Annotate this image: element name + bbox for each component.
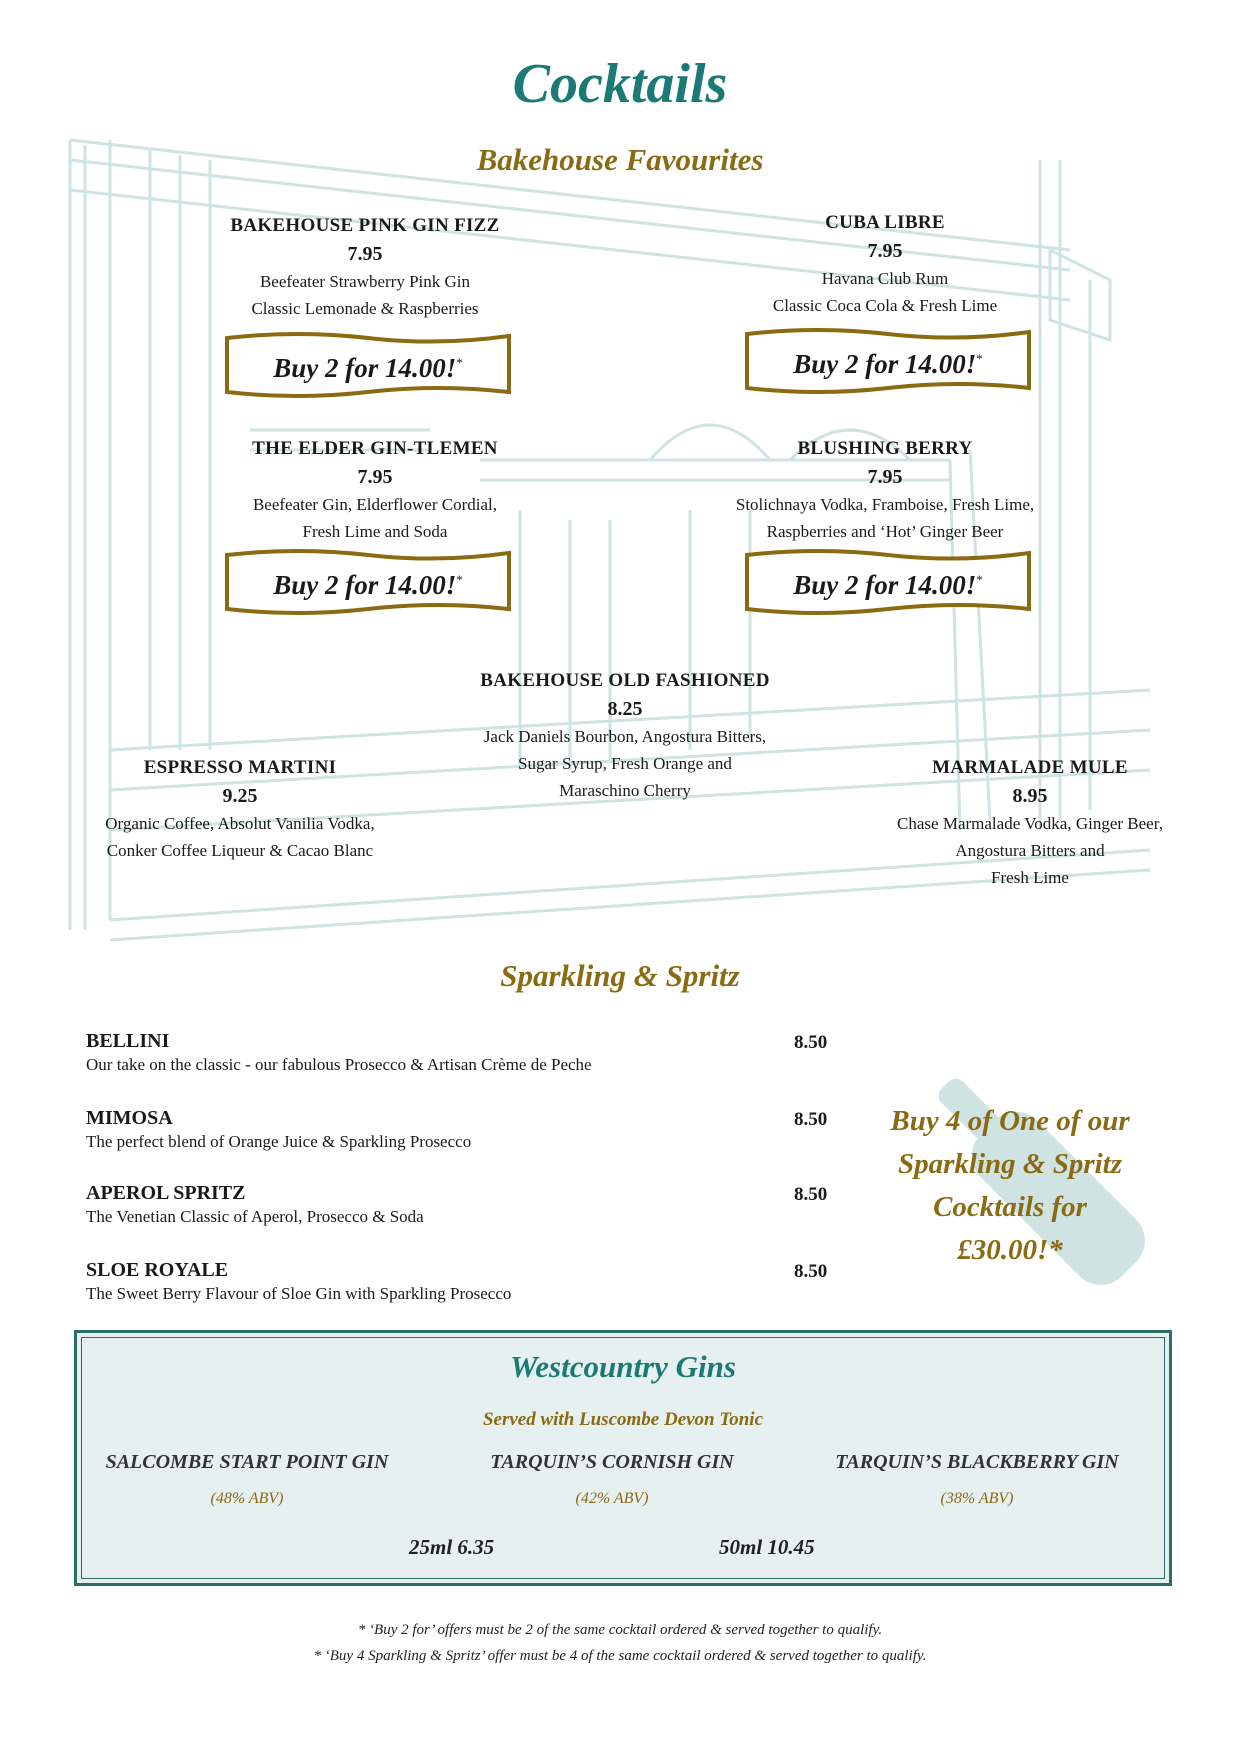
drink-card-pink-gin-fizz bbox=[215, 215, 515, 322]
drink-name: BAKEHOUSE PINK GIN FIZZ bbox=[230, 215, 500, 236]
sparkling-promo: Buy 4 of One of our Sparkling & Spritz Cocktails for £30.00!* bbox=[890, 1105, 1130, 1266]
drink-price: 8.95 bbox=[1012, 785, 1048, 807]
drink-card-marmalade-mule bbox=[860, 757, 1200, 891]
gins-subheading: Served with Luscombe Devon Tonic bbox=[482, 1409, 764, 1430]
item-name: APEROL SPRITZ bbox=[86, 1182, 246, 1204]
drink-description: Stolichnaya Vodka, Framboise, Fresh Lime, Raspberries and ‘Hot’ Ginger Beer bbox=[735, 495, 1035, 541]
gins-heading: Westcountry Gins bbox=[510, 1349, 736, 1384]
item-description: Our take on the classic - our fabulous Prosecco & Artisan Crème de Peche bbox=[86, 1055, 592, 1074]
gin-name: TARQUIN’S CORNISH GIN bbox=[490, 1451, 734, 1473]
drink-name: ESPRESSO MARTINI bbox=[143, 757, 337, 778]
drink-price: 7.95 bbox=[867, 466, 903, 488]
footnote-buy-2: * ‘Buy 2 for’ offers must be 2 of the same cocktail ordered & served together to qualify. bbox=[357, 1622, 883, 1638]
drink-name: BLUSHING BERRY bbox=[797, 438, 973, 459]
drink-name: BAKEHOUSE OLD FASHIONED bbox=[480, 670, 770, 691]
drink-price: 8.25 bbox=[607, 698, 643, 720]
item-name: MIMOSA bbox=[86, 1107, 173, 1129]
sparkling-list bbox=[86, 1030, 836, 1319]
gin-abv: (48% ABV) bbox=[210, 1490, 284, 1507]
drink-name: MARMALADE MULE bbox=[932, 757, 1128, 778]
item-name: SLOE ROYALE bbox=[86, 1259, 229, 1281]
offer-badge: Buy 2 for 14.00!* bbox=[223, 547, 513, 615]
gin-price-25ml: 25ml 6.35 bbox=[409, 1535, 495, 1559]
item-price: 8.50 bbox=[794, 1032, 828, 1053]
gin-name: SALCOMBE START POINT GIN bbox=[105, 1451, 389, 1473]
drink-card-cuba-libre bbox=[735, 212, 1035, 319]
item-price: 8.50 bbox=[794, 1184, 828, 1205]
drink-description: Beefeater Gin, Elderflower Cordial, Fresh Lime and Soda bbox=[252, 495, 498, 541]
drink-price: 7.95 bbox=[867, 240, 903, 262]
drink-description: Havana Club Rum Classic Coca Cola & Fresh Lime bbox=[772, 269, 998, 315]
drink-description: Beefeater Strawberry Pink Gin Classic Lemonade & Raspberries bbox=[251, 272, 479, 318]
gin-item bbox=[87, 1451, 407, 1508]
section-heading-sparkling: Sparkling & Spritz bbox=[500, 958, 740, 993]
footnote-buy-4: * ‘Buy 4 Sparkling & Spritz’ offer must be 4 of the same cocktail ordered & served together to qualify. bbox=[313, 1648, 927, 1664]
offer-badge: Buy 2 for 14.00!* bbox=[223, 330, 513, 398]
list-item bbox=[86, 1259, 836, 1319]
drink-price: 9.25 bbox=[222, 785, 258, 807]
drink-description: Chase Marmalade Vodka, Ginger Beer, Angostura Bitters and Fresh Lime bbox=[897, 814, 1163, 887]
item-description: The Venetian Classic of Aperol, Prosecco & Soda bbox=[86, 1207, 424, 1226]
section-heading-favourites: Bakehouse Favourites bbox=[476, 142, 764, 177]
drink-card-espresso-martini bbox=[60, 757, 420, 864]
drink-card-old-fashioned bbox=[445, 670, 805, 804]
item-description: The Sweet Berry Flavour of Sloe Gin with Sparkling Prosecco bbox=[86, 1284, 512, 1303]
gin-item bbox=[462, 1451, 762, 1508]
gin-item bbox=[807, 1451, 1147, 1508]
gin-abv: (42% ABV) bbox=[575, 1490, 649, 1507]
page-title: Cocktails bbox=[512, 53, 728, 115]
drink-card-elder-gin-tlemen bbox=[215, 438, 535, 545]
item-description: The perfect blend of Orange Juice & Sparkling Prosecco bbox=[86, 1132, 472, 1151]
item-price: 8.50 bbox=[794, 1261, 828, 1282]
drink-price: 7.95 bbox=[347, 243, 383, 265]
item-price: 8.50 bbox=[794, 1109, 828, 1130]
offer-badge: Buy 2 for 14.00!* bbox=[743, 547, 1033, 615]
gin-abv: (38% ABV) bbox=[940, 1490, 1014, 1507]
drink-card-blushing-berry bbox=[700, 438, 1070, 545]
offer-badge: Buy 2 for 14.00!* bbox=[743, 326, 1033, 394]
drink-name: CUBA LIBRE bbox=[825, 212, 945, 233]
item-name: BELLINI bbox=[86, 1030, 170, 1052]
list-item bbox=[86, 1107, 836, 1182]
drink-description: Organic Coffee, Absolut Vanilia Vodka, Conker Coffee Liqueur & Cacao Blanc bbox=[105, 814, 375, 860]
gin-name: TARQUIN’S BLACKBERRY GIN bbox=[835, 1451, 1119, 1473]
drink-price: 7.95 bbox=[357, 466, 393, 488]
drink-name: THE ELDER GIN-TLEMEN bbox=[252, 438, 498, 459]
westcountry-gins-box bbox=[74, 1330, 1172, 1586]
list-item bbox=[86, 1030, 836, 1107]
list-item bbox=[86, 1182, 836, 1259]
drink-description: Jack Daniels Bourbon, Angostura Bitters, Sugar Syrup, Fresh Orange and Maraschino Cherry bbox=[483, 727, 767, 800]
gin-price-50ml: 50ml 10.45 bbox=[719, 1535, 815, 1559]
